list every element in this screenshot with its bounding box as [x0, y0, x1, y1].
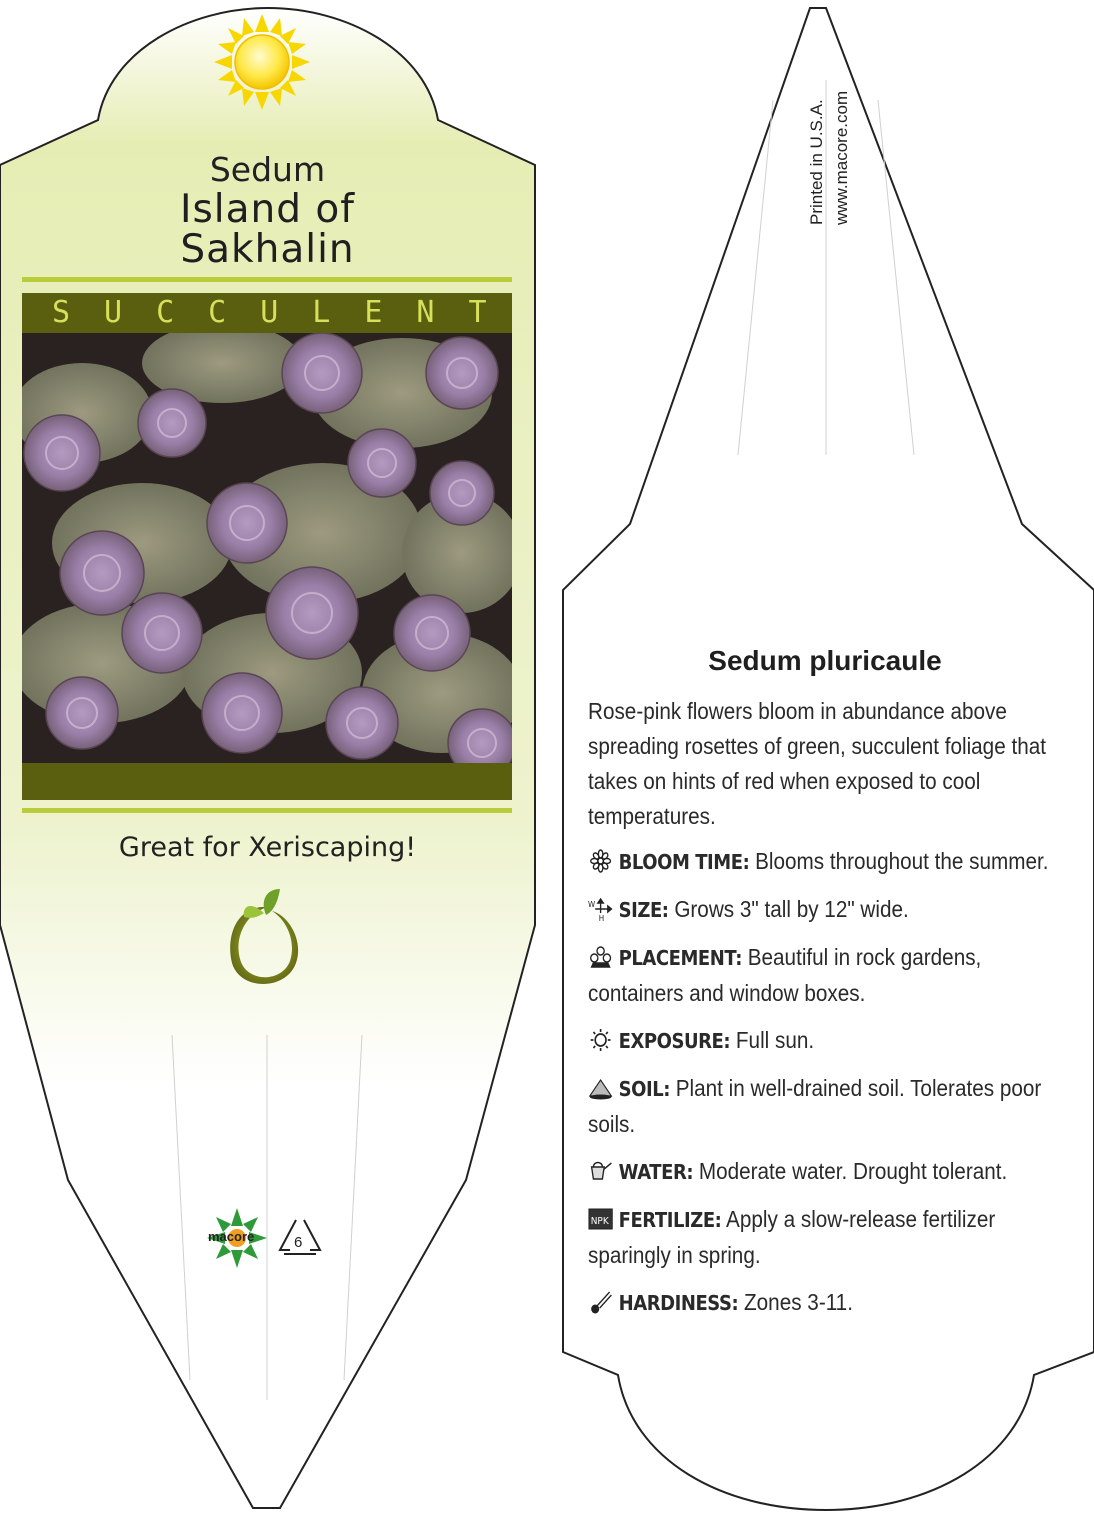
flower-icon [588, 849, 613, 873]
sun-icon [214, 14, 310, 110]
care-item-bloom: BLOOM TIME: Blooms throughout the summer. [588, 844, 1065, 880]
soil-mound-icon [588, 1076, 613, 1100]
care-item-water: WATER: Moderate water. Drought tolerant. [588, 1154, 1065, 1190]
category-label: SUCCULENT [52, 295, 521, 330]
svg-text:H: H [598, 913, 605, 921]
printed-in: Printed in U.S.A. [807, 99, 826, 225]
tagline: Great for Xeriscaping! [118, 832, 417, 863]
cultivar-line-2: Sakhalin [180, 227, 355, 272]
npk-icon-text: NPK [590, 1215, 609, 1228]
care-item-placement: PLACEMENT: Beautiful in rock gardens, containers and window boxes. [588, 944, 982, 1006]
thermometer-icon [588, 1290, 613, 1314]
recycle-code: 6 [294, 1234, 303, 1251]
care-item-exposure: EXPOSURE: Full sun. [588, 1023, 1065, 1059]
botanical-name: Sedum pluricaule [708, 645, 942, 676]
cultivar-line-1: Island of [179, 187, 356, 232]
photo-bottom-band [22, 763, 512, 800]
npk-icon [588, 1207, 613, 1231]
sun-icon [588, 1028, 613, 1052]
brand-label: macore [208, 1229, 255, 1244]
size-arrows-icon [588, 897, 613, 921]
website: www.macore.com [832, 90, 851, 225]
front-cultivar [20, 187, 515, 272]
care-item-fertilize: NPK FERTILIZE: Apply a slow-release fertilizer sparingly in spring. [588, 1206, 996, 1268]
front-genus: Sedum [209, 150, 326, 189]
description: Rose-pink flowers bloom in abundance above spreading rosettes of green, succulent foliage that takes on hints of red when exposed to cool temperatures. [588, 698, 1046, 829]
placement-flowers-icon [588, 945, 613, 969]
care-item-size: W H SIZE: Grows 3" tall by 12" wide. [588, 896, 909, 922]
care-item-soil: SOIL: Plant in well-drained soil. Tolerates poor soils. [588, 1075, 1042, 1137]
print-info [757, 60, 877, 230]
svg-text:W: W [588, 899, 596, 910]
watering-can-icon [588, 1159, 613, 1183]
care-item-hardiness: HARDINESS: Zones 3-11. [588, 1285, 1065, 1321]
care-info [588, 694, 1065, 1333]
plant-photo [22, 333, 512, 763]
category-band [22, 293, 521, 333]
